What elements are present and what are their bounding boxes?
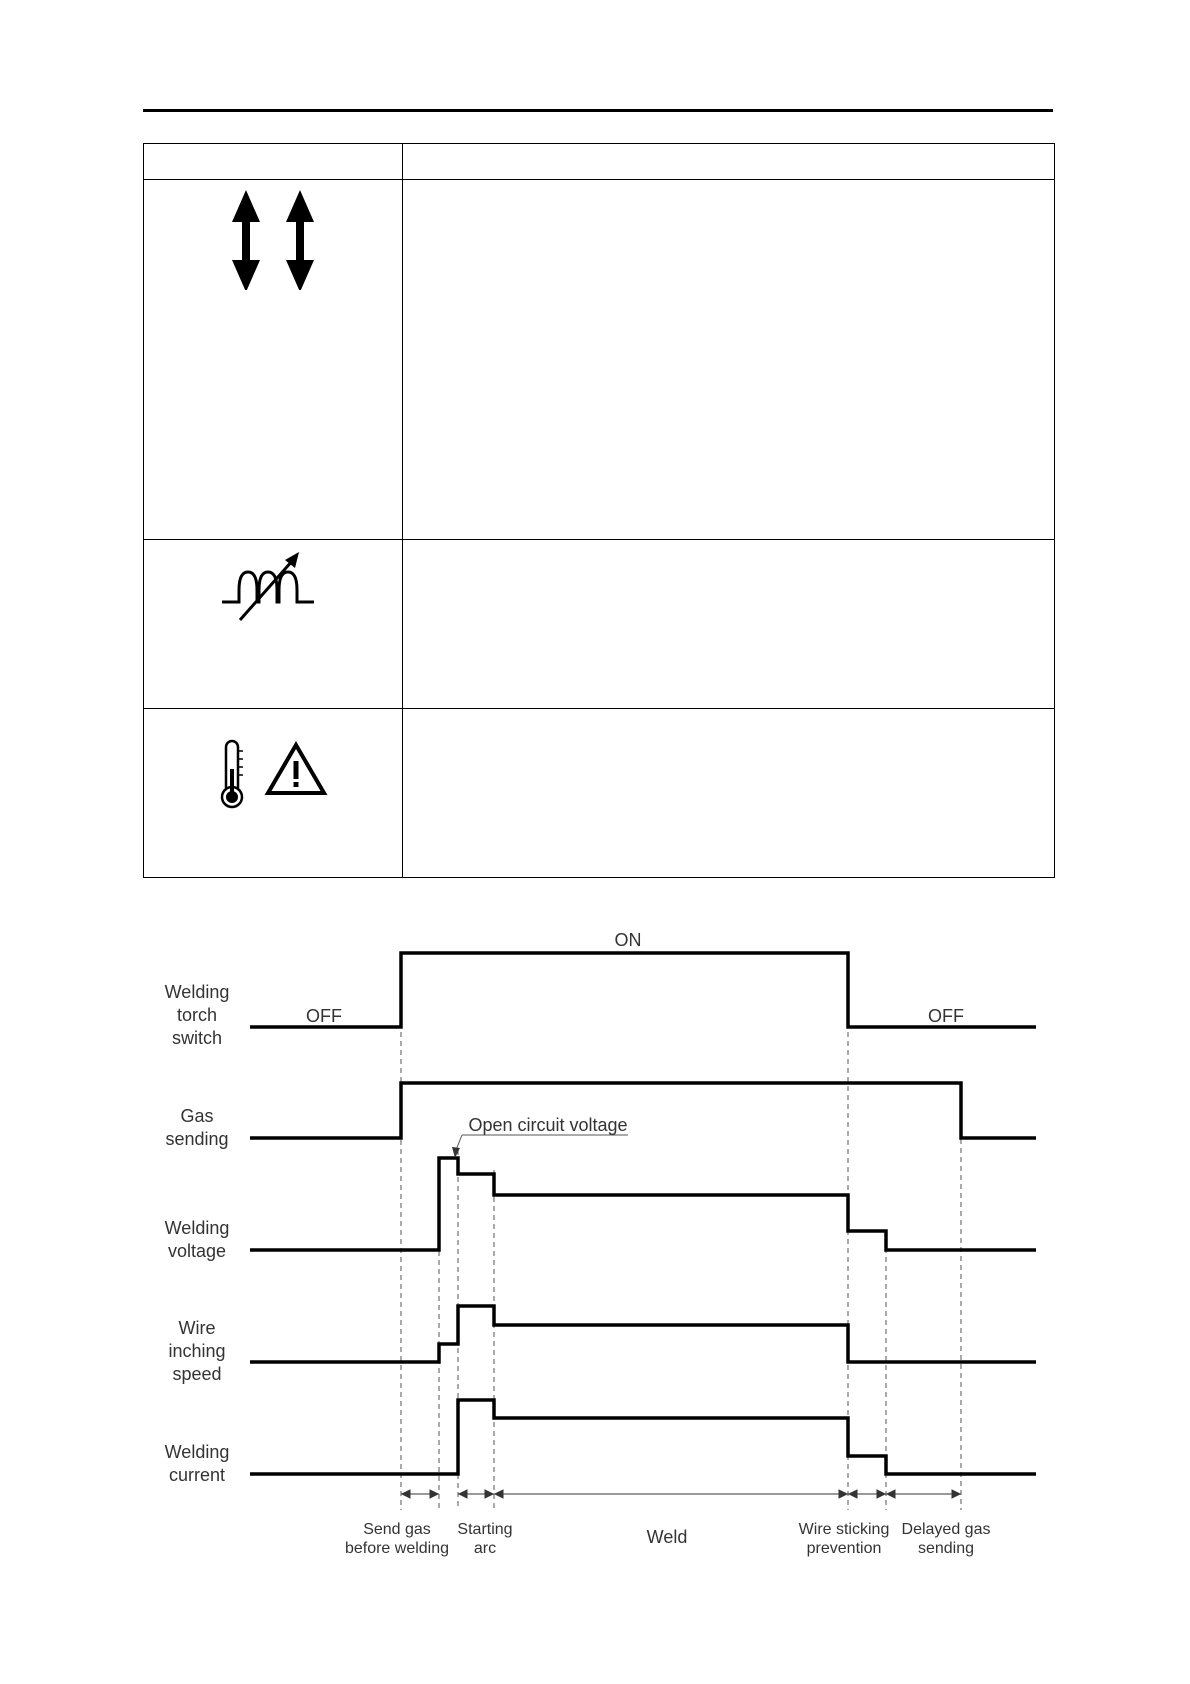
signal-label-line: Welding bbox=[164, 1218, 230, 1238]
signal-label-line: speed bbox=[172, 1364, 222, 1384]
phase-label-line: Delayed gas bbox=[901, 1521, 991, 1538]
gas-sending-waveform bbox=[250, 1083, 1036, 1138]
signal-label-line: inching bbox=[168, 1341, 226, 1361]
phase-label-line: Wire sticking bbox=[798, 1521, 890, 1538]
phase-label-line: prevention bbox=[806, 1540, 882, 1557]
phase-label-line: arc bbox=[473, 1540, 497, 1557]
signal-label-line: current bbox=[168, 1465, 226, 1485]
phase-label-line: Weld bbox=[646, 1527, 688, 1547]
signal-label-line: torch bbox=[176, 1005, 218, 1025]
phase-label-line: sending bbox=[917, 1540, 975, 1557]
open-circuit-voltage-callout bbox=[452, 1135, 628, 1158]
signal-label-line: sending bbox=[165, 1129, 229, 1149]
signal-label-line: Gas bbox=[180, 1106, 214, 1126]
phase-boundaries bbox=[401, 960, 961, 1510]
welding-current-waveform bbox=[250, 1400, 1036, 1474]
phase-label-line: Starting bbox=[457, 1521, 513, 1538]
signal-label-line: Welding bbox=[164, 1442, 230, 1462]
welding-voltage-waveform bbox=[250, 1158, 1036, 1250]
phase-label-line: Send gas bbox=[363, 1521, 431, 1538]
signal-label-line: Wire bbox=[178, 1318, 216, 1338]
signal-label-line: switch bbox=[171, 1028, 223, 1048]
state-off-left-label: OFF bbox=[306, 1006, 342, 1026]
phase-arrows bbox=[401, 1490, 961, 1498]
state-off-right-label: OFF bbox=[928, 1006, 964, 1026]
torch-switch-waveform bbox=[250, 953, 1036, 1027]
wire-speed-waveform bbox=[250, 1306, 1036, 1362]
state-on-label: ON bbox=[614, 930, 642, 950]
signal-label-line: voltage bbox=[167, 1241, 227, 1261]
signal-label-line: Welding bbox=[164, 982, 230, 1002]
open-circuit-voltage-label: Open circuit voltage bbox=[468, 1115, 628, 1135]
phase-label-line: before welding bbox=[344, 1540, 450, 1557]
